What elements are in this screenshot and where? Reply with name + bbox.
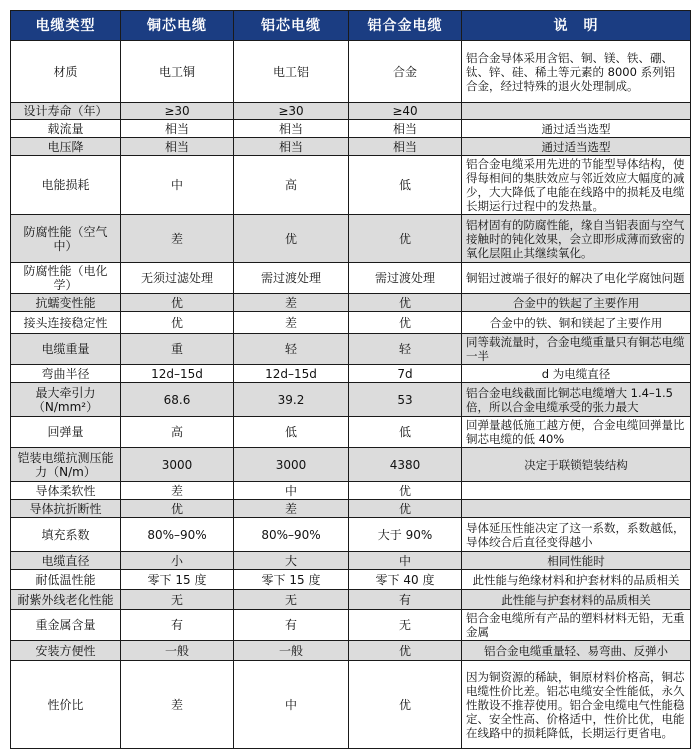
table-row: [11, 590, 691, 610]
header-aluminum: 铝芯电缆: [234, 11, 349, 41]
table-row: [11, 365, 691, 383]
cell-note: 铝合金电缆重量轻、易弯曲、反弹小: [462, 641, 691, 661]
cell-note: 因为铜资源的稀缺，铜原材料价格高，铜芯电缆性价比差。铝芯电缆安全性能低，永久性散设不推荐使用。铝合金电缆电气性能稳定、安全性高、价格适中，性价比优，电能在线路中的损耗降低，长期运行更省电。: [462, 661, 691, 749]
cell-aluminum: 无: [234, 590, 349, 610]
cell-category: 铠装电缆抗测压能力（N/m）: [11, 448, 121, 482]
cell-copper: 重: [121, 334, 234, 365]
cell-note: 铜铝过渡端子很好的解决了电化学腐蚀问题: [462, 263, 691, 294]
cell-category: 接头连接稳定性: [11, 312, 121, 334]
cell-alloy: 优: [349, 312, 462, 334]
cell-copper: 有: [121, 610, 234, 641]
cell-copper: 优: [121, 312, 234, 334]
cell-note: 导体延压性能决定了这一系数，系数越低，导体绞合后直径变得越小: [462, 518, 691, 552]
cell-alloy: 有: [349, 590, 462, 610]
cell-note: 回弹量越低施工越方便，合金电缆回弹量比铜芯电缆的低 40%: [462, 417, 691, 448]
header-alloy: 铝合金电缆: [349, 11, 462, 41]
cell-aluminum: 电工铝: [234, 41, 349, 103]
cell-copper: 12d–15d: [121, 365, 234, 383]
cell-copper: 零下 15 度: [121, 570, 234, 590]
cell-category: 抗蠕变性能: [11, 294, 121, 312]
cell-copper: 优: [121, 294, 234, 312]
table-row: [11, 334, 691, 365]
table-row: [11, 448, 691, 482]
cell-aluminum: 零下 15 度: [234, 570, 349, 590]
cell-aluminum: 高: [234, 156, 349, 215]
cell-copper: 3000: [121, 448, 234, 482]
table-row: [11, 120, 691, 138]
table-row: [11, 156, 691, 215]
cell-category: 重金属含量: [11, 610, 121, 641]
header-copper: 铜芯电缆: [121, 11, 234, 41]
cell-note: d 为电缆直径: [462, 365, 691, 383]
cell-alloy: 轻: [349, 334, 462, 365]
cell-copper: 无: [121, 590, 234, 610]
cell-category: 弯曲半径: [11, 365, 121, 383]
cell-category: 导体柔软性: [11, 482, 121, 500]
cell-copper: 电工铜: [121, 41, 234, 103]
cell-copper: 一般: [121, 641, 234, 661]
cell-aluminum: 大: [234, 552, 349, 570]
cable-comparison-table: [10, 10, 691, 749]
cell-alloy: 优: [349, 482, 462, 500]
cell-copper: 小: [121, 552, 234, 570]
cell-aluminum: 一般: [234, 641, 349, 661]
cell-copper: 差: [121, 661, 234, 749]
cell-aluminum: 相当: [234, 120, 349, 138]
cell-copper: 中: [121, 156, 234, 215]
cell-note: 铝合金电缆所有产品的塑料材料无铅，无重金属: [462, 610, 691, 641]
cell-copper: 相当: [121, 138, 234, 156]
cell-category: 载流量: [11, 120, 121, 138]
cell-alloy: 优: [349, 500, 462, 518]
cell-aluminum: 差: [234, 500, 349, 518]
table-row: [11, 383, 691, 417]
table-row: [11, 417, 691, 448]
cell-note: 铝合金导体采用含铝、铜、镁、铁、硼、钛、锌、硅、稀土等元素的 8000 系列铝合金，经过特殊的退火处理制成。: [462, 41, 691, 103]
cell-category: 填充系数: [11, 518, 121, 552]
cell-copper: 高: [121, 417, 234, 448]
cell-alloy: 优: [349, 661, 462, 749]
cell-note: 决定于联锁铠装结构: [462, 448, 691, 482]
cell-note: 通过适当选型: [462, 138, 691, 156]
cell-aluminum: 差: [234, 312, 349, 334]
header-row: [11, 11, 691, 41]
cell-category: 电能损耗: [11, 156, 121, 215]
header-cable-type: 电缆类型: [11, 11, 121, 41]
table-row: [11, 103, 691, 120]
cell-note: 相同性能时: [462, 552, 691, 570]
cell-aluminum: 80%–90%: [234, 518, 349, 552]
table-row: [11, 138, 691, 156]
cell-aluminum: 相当: [234, 138, 349, 156]
cell-category: 防腐性能（电化学）: [11, 263, 121, 294]
cell-category: 耐低温性能: [11, 570, 121, 590]
table-row: [11, 41, 691, 103]
cell-note: 此性能与绝缘材料和护套材料的品质相关: [462, 570, 691, 590]
cell-category: 电压降: [11, 138, 121, 156]
cell-copper: 差: [121, 482, 234, 500]
cell-note: 合金中的铁起了主要作用: [462, 294, 691, 312]
table-row: [11, 312, 691, 334]
cell-alloy: 无: [349, 610, 462, 641]
cell-aluminum: 低: [234, 417, 349, 448]
cell-alloy: 优: [349, 215, 462, 263]
cell-note: 同等载流量时，合金电缆重量只有铜芯电缆一半: [462, 334, 691, 365]
cell-alloy: 相当: [349, 120, 462, 138]
cell-copper: 无须过滤处理: [121, 263, 234, 294]
cell-category: 电缆直径: [11, 552, 121, 570]
table-row: [11, 263, 691, 294]
cell-note: 通过适当选型: [462, 120, 691, 138]
cell-alloy: 中: [349, 552, 462, 570]
cell-note: [462, 500, 691, 518]
cell-alloy: ≥40: [349, 103, 462, 120]
cell-alloy: 大于 90%: [349, 518, 462, 552]
cell-note: 铝材固有的防腐性能，缘自当铝表面与空气接触时的钝化效果，会立即形成薄而致密的氧化层阻止其继续氧化。: [462, 215, 691, 263]
cell-note: [462, 482, 691, 500]
table-row: [11, 641, 691, 661]
cell-aluminum: 轻: [234, 334, 349, 365]
cell-alloy: 零下 40 度: [349, 570, 462, 590]
cell-category: 设计寿命（年）: [11, 103, 121, 120]
table-row: [11, 570, 691, 590]
cell-note: 铝合金电缆采用先进的节能型导体结构，使得每相间的集肤效应与邻近效应大幅度的减少，大大降低了电能在线路中的损耗及电缆长期运行过程中的发热量。: [462, 156, 691, 215]
cell-category: 回弹量: [11, 417, 121, 448]
cell-aluminum: 中: [234, 482, 349, 500]
cell-alloy: 优: [349, 294, 462, 312]
table-row: [11, 518, 691, 552]
cell-note: 此性能与护套材料的品质相关: [462, 590, 691, 610]
table-row: [11, 500, 691, 518]
cell-aluminum: 12d–15d: [234, 365, 349, 383]
table-body: [11, 41, 691, 749]
table-row: [11, 215, 691, 263]
cell-alloy: 相当: [349, 138, 462, 156]
cell-category: 电缆重量: [11, 334, 121, 365]
cell-category: 材质: [11, 41, 121, 103]
cell-category: 最大牵引力（N/mm²）: [11, 383, 121, 417]
cell-aluminum: 39.2: [234, 383, 349, 417]
cell-note: 合金中的铁、铜和镁起了主要作用: [462, 312, 691, 334]
cell-aluminum: 3000: [234, 448, 349, 482]
cell-alloy: 优: [349, 641, 462, 661]
cell-aluminum: 需过渡处理: [234, 263, 349, 294]
cell-note: 铝合金电线截面比铜芯电缆增大 1.4–1.5 倍，所以合金电缆承受的张力最大: [462, 383, 691, 417]
cell-copper: 差: [121, 215, 234, 263]
cell-aluminum: 差: [234, 294, 349, 312]
cell-alloy: 53: [349, 383, 462, 417]
header-notes: 说 明: [462, 11, 691, 41]
cell-aluminum: ≥30: [234, 103, 349, 120]
table-row: [11, 552, 691, 570]
cell-copper: ≥30: [121, 103, 234, 120]
cell-alloy: 低: [349, 417, 462, 448]
cell-category: 性价比: [11, 661, 121, 749]
cell-category: 耐紫外线老化性能: [11, 590, 121, 610]
cell-alloy: 低: [349, 156, 462, 215]
cell-note: [462, 103, 691, 120]
cell-copper: 优: [121, 500, 234, 518]
comparison-table-wrap: [10, 10, 690, 749]
table-row: [11, 294, 691, 312]
cell-category: 安装方便性: [11, 641, 121, 661]
cell-copper: 相当: [121, 120, 234, 138]
cell-category: 导体抗折断性: [11, 500, 121, 518]
cell-alloy: 4380: [349, 448, 462, 482]
table-row: [11, 610, 691, 641]
cell-category: 防腐性能（空气中）: [11, 215, 121, 263]
cell-copper: 68.6: [121, 383, 234, 417]
cell-alloy: 7d: [349, 365, 462, 383]
table-row: [11, 482, 691, 500]
cell-aluminum: 中: [234, 661, 349, 749]
cell-aluminum: 有: [234, 610, 349, 641]
table-row: [11, 661, 691, 749]
cell-alloy: 需过渡处理: [349, 263, 462, 294]
cell-copper: 80%–90%: [121, 518, 234, 552]
cell-aluminum: 优: [234, 215, 349, 263]
cell-alloy: 合金: [349, 41, 462, 103]
